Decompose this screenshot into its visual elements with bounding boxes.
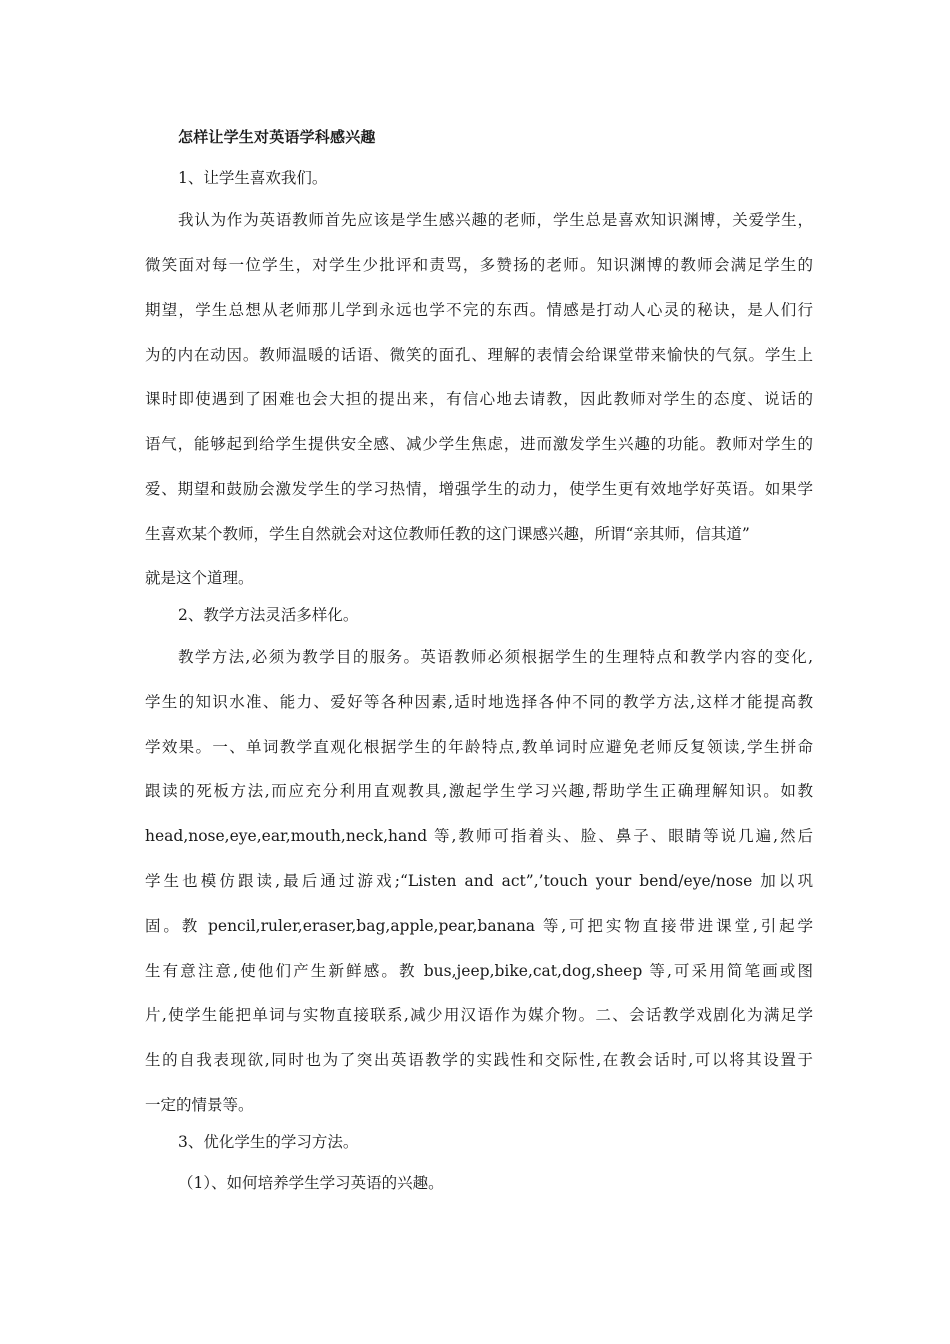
paragraph-line: 固。教 pencil,ruler,eraser,bag,apple,pear,banana 等,可把实物直接带进课堂,引起学 bbox=[145, 917, 813, 935]
paragraph-line: 一定的情景等。 bbox=[145, 1096, 254, 1114]
paragraph-line: head,nose,eye,ear,mouth,neck,hand 等,教师可指着头、脸、鼻子、眼睛等说几遍,然后 bbox=[145, 827, 813, 845]
paragraph-line: 课时即使遇到了困难也会大担的提出来，有信心地去请教，因此教师对学生的态度、说话的 bbox=[145, 390, 813, 408]
paragraph-line: 爱、期望和鼓励会激发学生的学习热情，增强学生的动力，使学生更有效地学好英语。如果学 bbox=[145, 480, 813, 498]
subsection-heading-1: （1）、如何培养学生学习英语的兴趣。 bbox=[178, 1174, 444, 1192]
paragraph-line: 学效果。一、单词教学直观化根据学生的年龄特点,教单词时应避免老师反复领读,学生拼命 bbox=[145, 738, 813, 756]
paragraph-line: 片,使学生能把单词与实物直接联系,减少用汉语作为媒介物。二、会话教学戏剧化为满足学 bbox=[145, 1006, 813, 1024]
document-title: 怎样让学生对英语学科感兴趣 bbox=[178, 128, 376, 146]
paragraph-line: 为的内在动因。教师温暖的话语、微笑的面孔、理解的表情会给课堂带来愉快的气氛。学生上 bbox=[145, 346, 813, 364]
paragraph-line: 语气，能够起到给学生提供安全感、减少学生焦虑，进而激发学生兴趣的功能。教师对学生的 bbox=[145, 435, 813, 453]
paragraph-line: 生有意注意,使他们产生新鲜感。教 bus,jeep,bike,cat,dog,sheep 等,可采用简笔画或图 bbox=[145, 962, 813, 980]
paragraph-line: 生喜欢某个教师，学生自然就会对这位教师任教的这门课感兴趣，所谓“亲其师，信其道” bbox=[145, 525, 750, 543]
paragraph-line: 跟读的死板方法,而应充分利用直观教具,激起学生学习兴趣,帮助学生正确理解知识。如教 bbox=[145, 782, 813, 800]
paragraph-line: 学生的知识水准、能力、爱好等各种因素,适时地选择各仲不同的教学方法,这样才能提高教 bbox=[145, 693, 813, 711]
section-heading-2: 2、教学方法灵活多样化。 bbox=[178, 606, 359, 624]
paragraph-line: 期望，学生总想从老师那儿学到永远也学不完的东西。情感是打动人心灵的秘诀，是人们行 bbox=[145, 301, 813, 319]
paragraph-line: 就是这个道理。 bbox=[145, 569, 254, 587]
section-heading-3: 3、优化学生的学习方法。 bbox=[178, 1133, 359, 1151]
paragraph-line: 我认为作为英语教师首先应该是学生感兴趣的老师，学生总是喜欢知识渊博，关爱学生， bbox=[178, 211, 813, 229]
paragraph-line: 微笑面对每一位学生，对学生少批评和责骂，多赞扬的老师。知识渊博的教师会满足学生的 bbox=[145, 256, 813, 274]
section-heading-1: 1、让学生喜欢我们。 bbox=[178, 169, 328, 187]
paragraph-line: 教学方法,必须为教学目的服务。英语教师必须根据学生的生理特点和教学内容的变化, bbox=[178, 648, 813, 666]
paragraph-line: 学生也模仿跟读,最后通过游戏;“Listen and act”,’touch your bend/eye/nose 加以巩 bbox=[145, 872, 813, 890]
paragraph-line: 生的自我表现欲,同时也为了突出英语教学的实践性和交际性,在教会话时,可以将其设置于 bbox=[145, 1051, 813, 1069]
